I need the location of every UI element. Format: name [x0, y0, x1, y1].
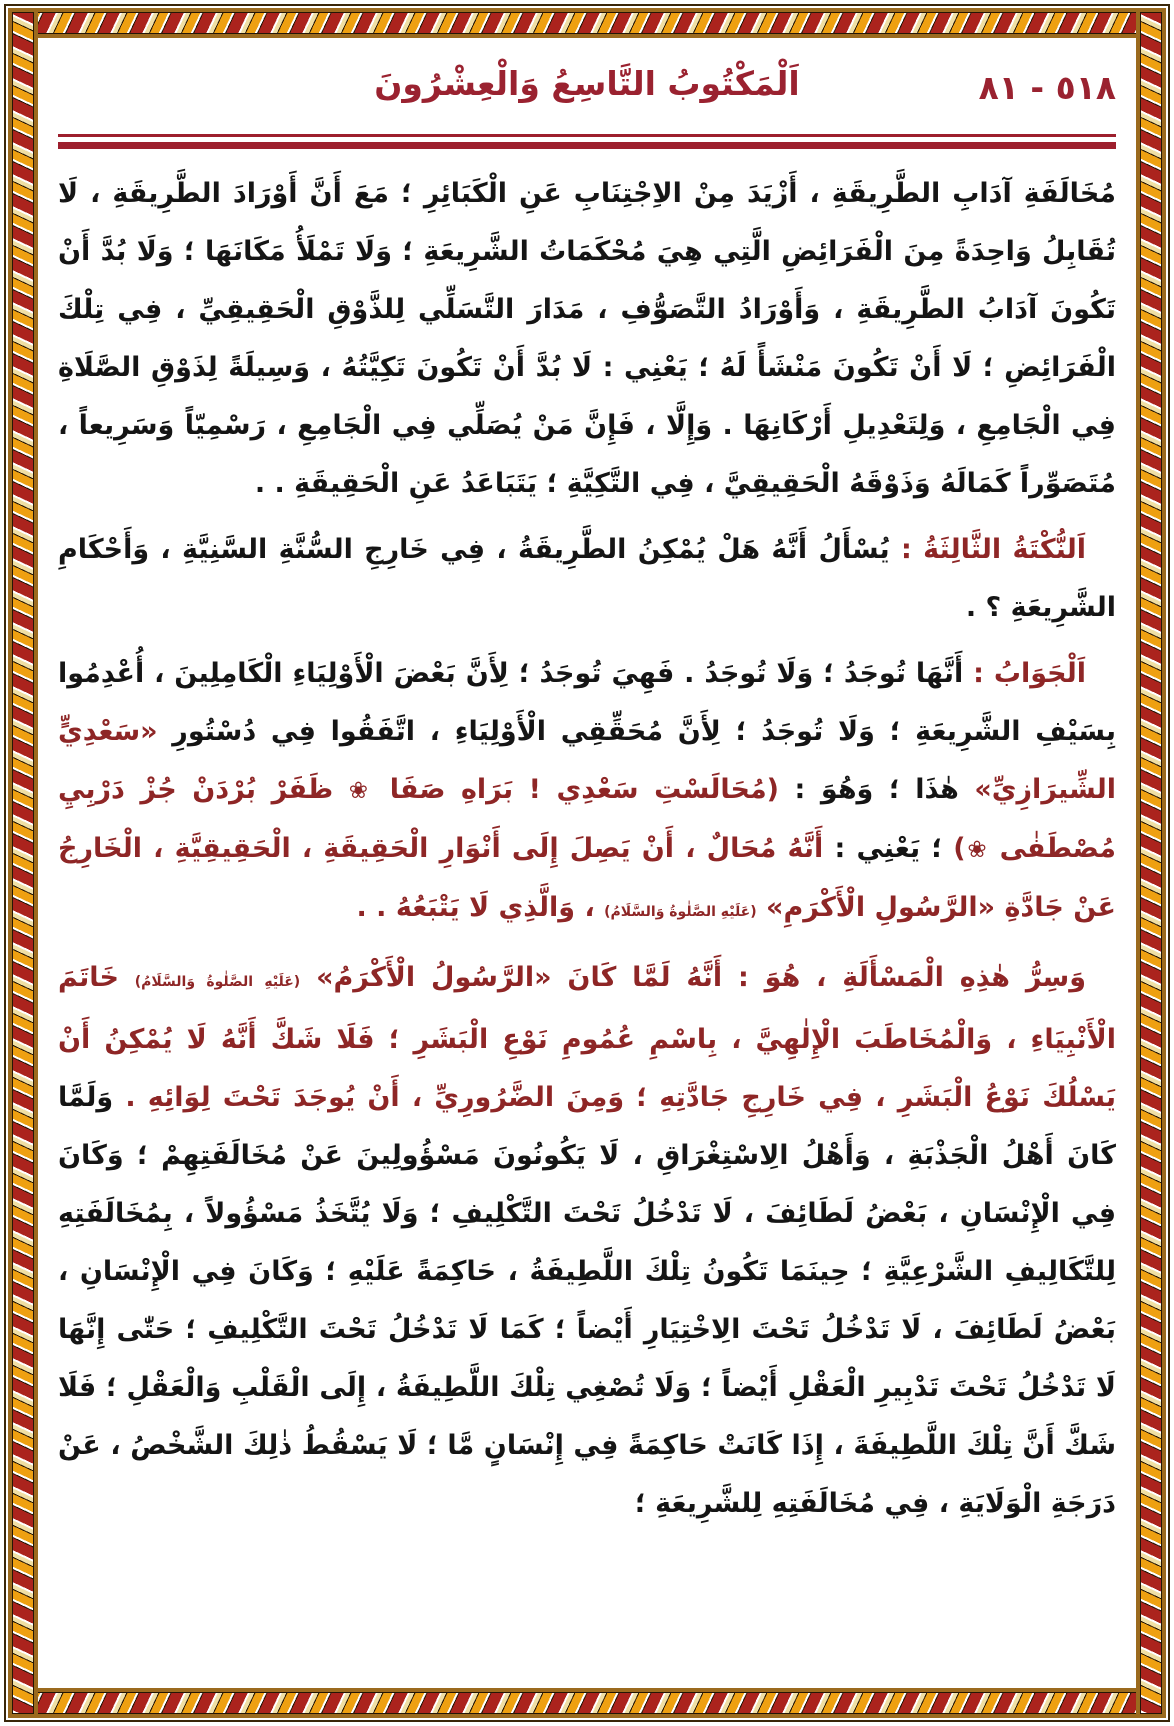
decorative-border-right — [1136, 8, 1166, 1718]
page-header — [58, 56, 1116, 130]
decorative-border-left — [8, 8, 38, 1718]
flower-ornament-icon: ❀ — [342, 778, 375, 804]
text-run: ظَفَرْ بُرْدَنْ جُزْ دَرْبِيِ مُصْطَفٰى — [58, 774, 1116, 864]
decorative-border-bottom — [8, 1688, 1166, 1718]
honorific-emblem: (عَلَيْهِ الصَّلٰوةُ وَالسَّلَامُ) — [134, 974, 301, 990]
header-rule — [58, 134, 1116, 149]
text-run: ) — [953, 833, 966, 864]
page-title: اَلْمَكْتُوبُ التَّاسِعُ وَالْعِشْرُونَ — [374, 64, 800, 103]
text-run: هٰذَا ؛ وَهُوَ : — [779, 774, 975, 805]
body-text — [58, 165, 1116, 1533]
text-run: ، وَالَّذِي لَا يَتْبَعُهُ . . — [356, 892, 605, 923]
page-number: ٥١٨ - ٨١ — [978, 68, 1116, 107]
text-run: خَاتَمَ الْأَنْبِيَاءِ ، وَالْمُخَاطَبَ الْإِلٰهِيَّ ، بِاسْمِ عُمُومِ نَوْعِ الْبَشَرِ ؛ فَلَا شَكَّ أَنَّهُ لَا يُمْكِنُ أَنْ يَسْلُكَ نَوْعُ الْبَشَرِ ، فِي خَارِجِ جَادَّتِهِ ؛ وَمِنَ الضَّرُورِيِّ ، أَنْ يُوجَدَ تَحْتَ لِوَائِهِ . — [58, 962, 1116, 1113]
text-run: اَلنُّكْتَةُ الثَّالِثَةُ : — [889, 534, 1086, 565]
page-content — [58, 56, 1116, 1676]
text-run: مُخَالَفَةِ آدَابِ الطَّرِيقَةِ ، أَزْيَدَ مِنْ الاِجْتِنَابِ عَنِ الْكَبَائِرِ ؛ مَعَ أَنَّ أَوْرَادَ الطَّرِيقَةِ ، لَا تُقَابِلُ وَاحِدَةً مِنَ الْفَرَائِضِ الَّتِي هِيَ مُحْكَمَاتُ الشَّرِيعَةِ ؛ وَلَا تَمْلَأُ مَكَانَهَا ؛ وَلَا بُدَّ أَنْ تَكُونَ آدَابُ الطَّرِيقَةِ ، وَأَوْرَادُ التَّصَوُّفِ ، مَدَارَ التَّسَلِّي لِلذَّوْقِ الْحَقِيقِيِّ ، فِي تِلْكَ الْفَرَائِضِ ؛ لَا أَنْ تَكُونَ مَنْشَأً لَهُ ؛ يَعْنِي : لَا بُدَّ أَنْ تَكُونَ تَكِيَّتُهُ ، وَسِيلَةً لِذَوْقِ الصَّلَاةِ فِي الْجَامِعِ ، وَلِتَعْدِيلِ أَرْكَانِهَا . وَإِلَّا ، فَإِنَّ مَنْ يُصَلِّي فِي الْجَامِعِ ، رَسْمِيّاً وَسَرِيعاً ، مُتَصَوِّراً كَمَالَهُ وَذَوْقَهُ الْحَقِيقِيَّ ، فِي التَّكِيَّةِ ؛ يَتَبَاعَدُ عَنِ الْحَقِيقَةِ . . — [58, 178, 1116, 499]
text-run: اَلْجَوَابُ : — [963, 658, 1086, 689]
paragraph — [58, 949, 1116, 1533]
text-run: وَسِرُّ هٰذِهِ الْمَسْأَلَةِ ، هُوَ : أَنَّهُ لَمَّا كَانَ «الرَّسُولُ الْأَكْرَمُ» — [300, 962, 1087, 993]
text-run: (مُحَالَسْتِ سَعْدِي ! بَرَاهِ صَفَا — [374, 774, 780, 805]
flower-ornament-icon: ❀ — [965, 837, 989, 863]
text-run: أَنَّهَا تُوجَدُ ؛ وَلَا تُوجَدُ . فَهِيَ تُوجَدُ ؛ لِأَنَّ بَعْضَ الْأَوْلِيَاءِ الْكَامِلِينَ ، أُعْدِمُوا بِسَيْفِ الشَّرِيعَةِ ؛ وَلَا تُوجَدُ ؛ لِأَنَّ مُحَقِّقِي الْأَوْلِيَاءِ ، اتَّفَقُوا فِي دُسْتُورِ — [58, 658, 1116, 747]
paragraph — [58, 521, 1116, 637]
paragraph — [58, 645, 1116, 941]
text-run: أَنَّهُ مُحَالٌ ، أَنْ يَصِلَ إِلَى أَنْوَارِ الْحَقِيقَةِ ، الْحَقِيقِيَّةِ ، الْخَارِجُ عَنْ جَادَّةِ «الرَّسُولِ الْأَكْرَمِ» — [58, 833, 1116, 923]
decorative-border-top — [8, 8, 1166, 38]
text-run: «سَعْدِيٍّ الشِّيرَازِيِّ» — [58, 716, 1116, 805]
text-run: وَلَمَّا كَانَ أَهْلُ الْجَذْبَةِ ، وَأَهْلُ الِاسْتِغْرَاقِ ، لَا يَكُونُونَ مَسْؤُولِينَ عَنْ مُخَالَفَتِهِمْ ؛ وَكَانَ فِي الْإِنْسَانِ ، بَعْضُ لَطَائِفَ ، لَا تَدْخُلُ تَحْتَ التَّكْلِيفِ ؛ وَلَا يُتَّخَذُ مَسْؤُولاً ، بِمُخَالَفَتِهِ لِلتَّكَالِيفِ الشَّرْعِيَّةِ ؛ حِينَمَا تَكُونُ تِلْكَ اللَّطِيفَةُ ، حَاكِمَةً عَلَيْهِ ؛ وَكَانَ فِي الْإِنْسَانِ ، بَعْضُ لَطَائِفَ ، لَا تَدْخُلُ تَحْتَ الِاخْتِيَارِ أَيْضاً ؛ كَمَا لَا تَدْخُلُ تَحْتَ التَّكْلِيفِ ؛ حَتّٰى إِنَّهَا لَا تَدْخُلُ تَحْتَ تَدْبِيرِ الْعَقْلِ أَيْضاً ؛ وَلَا تُصْغِي تِلْكَ اللَّطِيفَةُ ، إِلَى الْقَلْبِ وَالْعَقْلِ ؛ فَلَا شَكَّ أَنَّ تِلْكَ اللَّطِيفَةَ ، إِذَا كَانَتْ حَاكِمَةً فِي إِنْسَانٍ مَّا ؛ لَا يَسْقُطُ ذٰلِكَ الشَّخْصُ ، عَنْ دَرَجَةِ الْوَلَايَةِ ، فِي مُخَالَفَتِهِ لِلشَّرِيعَةِ ؛ — [58, 1082, 1116, 1519]
text-run: ؛ يَعْنِي : — [823, 833, 954, 864]
text-run: يُسْأَلُ أَنَّهُ هَلْ يُمْكِنُ الطَّرِيقَةُ ، فِي خَارِجِ السُّنَّةِ السَّنِيَّةِ ، وَأَحْكَامِ الشَّرِيعَةِ ؟ . — [58, 534, 1116, 623]
honorific-emblem: (عَلَيْهِ الصَّلٰوةُ وَالسَّلَامُ) — [604, 904, 757, 920]
paragraph — [58, 165, 1116, 513]
